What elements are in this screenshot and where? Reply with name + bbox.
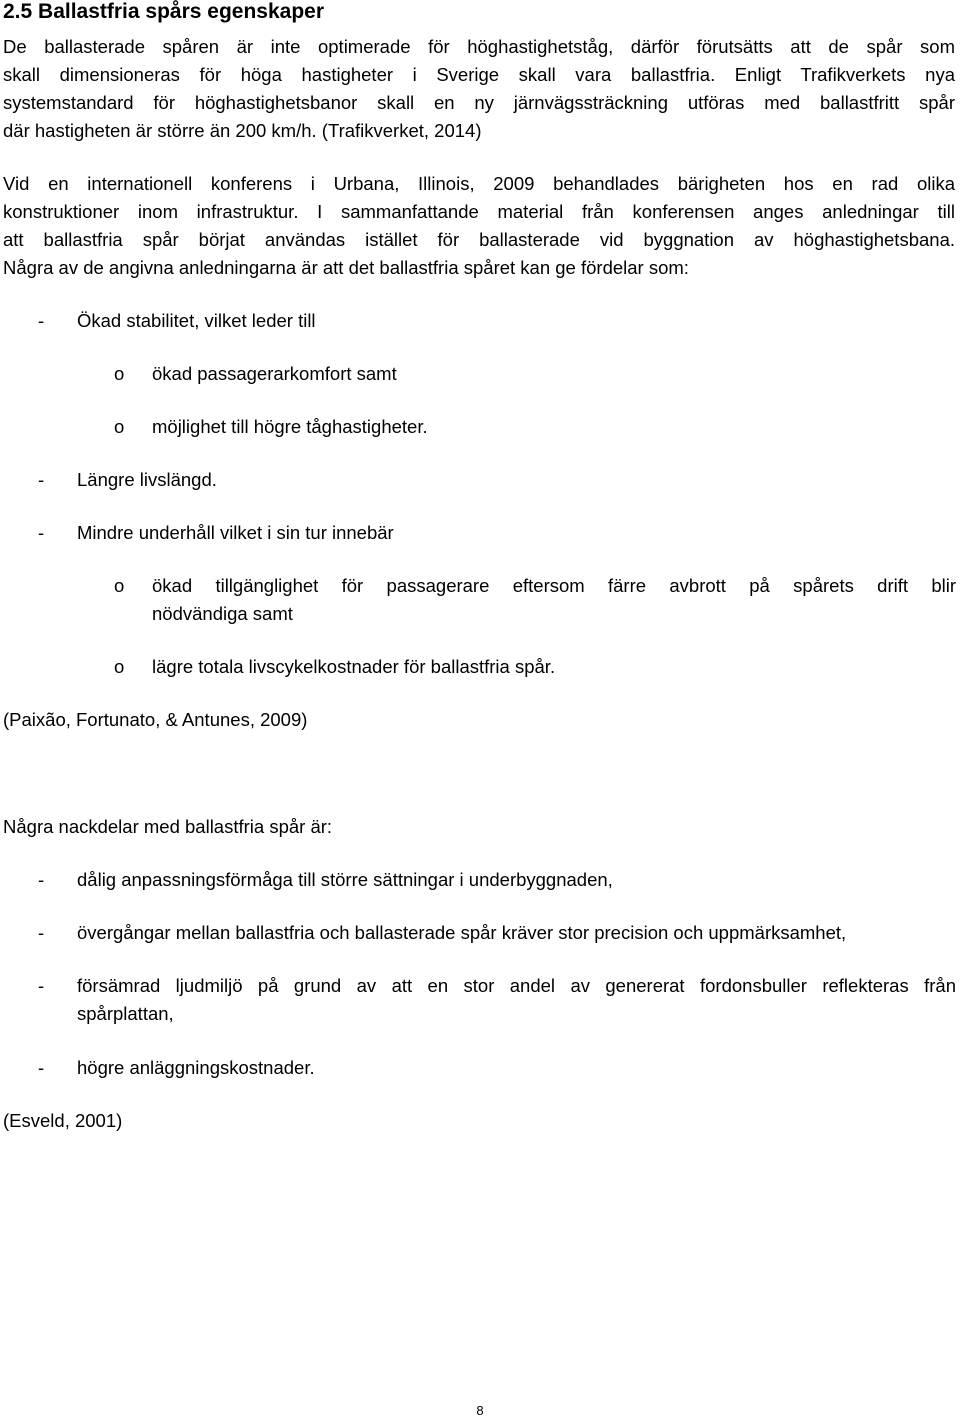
disadvantage-item-noise bbox=[77, 972, 956, 1028]
disadvantage-item-settlement: dålig anpassningsförmåga till större sättningar i underbyggnaden, bbox=[77, 869, 613, 890]
sub-item-availability bbox=[152, 572, 956, 628]
sub-bullet: o bbox=[114, 363, 125, 384]
list-dash: - bbox=[38, 975, 45, 996]
citation-esveld: (Esveld, 2001) bbox=[3, 1110, 123, 1131]
paragraph-conference bbox=[3, 170, 955, 282]
sub-bullet: o bbox=[114, 656, 125, 677]
advantage-item-lifespan: Längre livslängd. bbox=[77, 469, 217, 490]
disadvantages-intro: Några nackdelar med ballastfria spår är: bbox=[3, 816, 333, 837]
paragraph-line: Några av de angivna anledningarna är att det ballastfria spåret kan ge fördelar som: bbox=[3, 257, 689, 278]
advantage-item-maintenance: Mindre underhåll vilket i sin tur innebär bbox=[77, 522, 394, 543]
sub-bullet: o bbox=[114, 575, 125, 596]
list-dash: - bbox=[38, 469, 45, 490]
disadvantage-item-cost: högre anläggningskostnader. bbox=[77, 1057, 315, 1078]
citation-paixao: (Paixão, Fortunato, & Antunes, 2009) bbox=[3, 709, 308, 730]
page-number: 8 bbox=[476, 1403, 484, 1418]
paragraph-line: skall dimensioneras för höga hastigheter i Sverige skall vara ballastfria. Enligt Trafikverkets nya bbox=[3, 64, 955, 85]
paragraph-line: De ballasterade spåren är inte optimerade för höghastighetståg, därför förutsätts att de spår som bbox=[3, 36, 955, 57]
list-dash: - bbox=[38, 869, 45, 890]
sub-item-lifecycle-cost: lägre totala livscykelkostnader för ballastfria spår. bbox=[152, 656, 556, 677]
paragraph-line: att ballastfria spår börjat användas istället för ballasterade vid byggnation av höghastighetsbana. bbox=[3, 229, 955, 250]
item-line: spårplattan, bbox=[77, 1003, 174, 1024]
section-heading: 2.5 Ballastfria spårs egenskaper bbox=[3, 0, 325, 23]
sub-item-line: nödvändiga samt bbox=[152, 603, 293, 624]
sub-item-line: ökad tillgänglighet för passagerare eftersom färre avbrott på spårets drift blir bbox=[152, 575, 956, 596]
sub-item-speed: möjlighet till högre tåghastigheter. bbox=[152, 416, 428, 437]
advantage-item-stability: Ökad stabilitet, vilket leder till bbox=[77, 310, 316, 331]
paragraph-line: Vid en internationell konferens i Urbana, Illinois, 2009 behandlades bärigheten hos en rad olika bbox=[3, 173, 955, 194]
list-dash: - bbox=[38, 922, 45, 943]
list-dash: - bbox=[38, 310, 45, 331]
paragraph-line: där hastigheten är större än 200 km/h. (Trafikverket, 2014) bbox=[3, 120, 482, 141]
disadvantage-item-transitions: övergångar mellan ballastfria och ballasterade spår kräver stor precision och uppmärksamhet, bbox=[77, 922, 847, 943]
item-line: försämrad ljudmiljö på grund av att en stor andel av genererat fordonsbuller reflekteras från bbox=[77, 975, 956, 996]
list-dash: - bbox=[38, 522, 45, 543]
paragraph-line: konstruktioner inom infrastruktur. I sammanfattande material från konferensen anges anledningar till bbox=[3, 201, 955, 222]
paragraph-intro bbox=[3, 33, 955, 145]
list-dash: - bbox=[38, 1057, 45, 1078]
sub-bullet: o bbox=[114, 416, 125, 437]
sub-item-comfort: ökad passagerarkomfort samt bbox=[152, 363, 397, 384]
paragraph-line: systemstandard för höghastighetsbanor skall en ny järnvägssträckning utföras med ballastfritt spår bbox=[3, 92, 955, 113]
